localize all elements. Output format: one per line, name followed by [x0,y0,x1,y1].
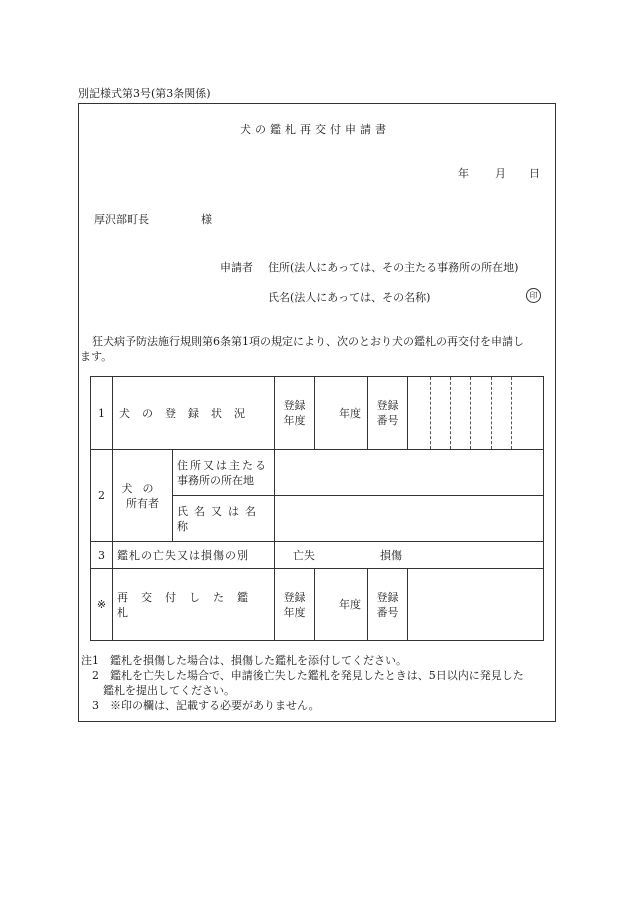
owner-address-field[interactable] [275,450,544,496]
owner-address-label: 住所又は主たる 事務所の所在地 [173,450,275,496]
row-label-owner: 犬の 所有者 [113,450,173,542]
table-row-reissued-tag [91,569,544,641]
table-row-owner-address [91,450,544,496]
row-number: 3 [91,542,113,569]
form-title: 犬の鑑札再交付申請書 [240,123,390,136]
applicant-label: 申請者 [220,261,253,274]
registration-number-field[interactable] [408,377,544,450]
registration-year-label: 登録 年度 [275,377,315,450]
row-label-reissued-tag: 再交付した鑑札 [113,569,275,641]
notes-section [81,653,551,713]
registration-number-label: 登録 番号 [368,377,408,450]
addressee-name: 厚沢部町長 [94,213,149,226]
nendo-label[interactable]: 年度 [315,377,368,450]
table-row-registration [91,377,544,450]
applicant-address-label: 住所(法人にあっては、その主たる事務所の所在地) [268,261,519,274]
body-text-line1: 狂犬病予防法施行規則第6条第1項の規定により、次のとおり犬の鑑札の再交付を申請し [92,335,524,348]
row-number: 2 [91,450,113,542]
row-label-loss-damage: 鑑札の亡失又は損傷の別 [113,542,275,569]
note-2-cont: 鑑札を提出してください。 [81,684,235,697]
row-label-registration-status: 犬の登録状況 [113,377,275,450]
option-damaged[interactable]: 損傷 [380,548,402,562]
note-3: 3 ※印の欄は、記載する必要がありません。 [81,699,320,712]
note-2: 2 鑑札を亡失した場合で、申請後亡失した鑑札を発見したときは、5日以内に発見した [81,669,524,682]
reissued-nendo-label[interactable]: 年度 [315,569,368,641]
applicant-name-label: 氏名(法人にあっては、その名称) [268,291,431,304]
date-month: 月 [495,167,506,180]
form-number-label: 別記様式第3号(第3条関係) [78,87,211,100]
row-number: ※ [91,569,113,641]
reissued-number-field[interactable] [408,569,544,641]
application-table [90,376,544,641]
reissued-number-label: 登録 番号 [368,569,408,641]
date-year: 年 [458,167,469,180]
owner-name-field[interactable] [275,496,544,542]
date-day: 日 [529,167,540,180]
seal-mark: 印 [526,288,541,303]
owner-name-label: 氏名又は名称 [173,496,275,542]
loss-damage-options[interactable] [275,542,544,569]
body-text-line2: ます。 [80,350,113,363]
note-1: 注1 鑑札を損傷した場合は、損傷した鑑札を添付してください。 [81,654,407,667]
table-row-loss-or-damage [91,542,544,569]
addressee-honorific: 様 [201,213,212,226]
row-number: 1 [91,377,113,450]
option-lost[interactable]: 亡失 [293,548,315,562]
reissued-year-label: 登録 年度 [275,569,315,641]
